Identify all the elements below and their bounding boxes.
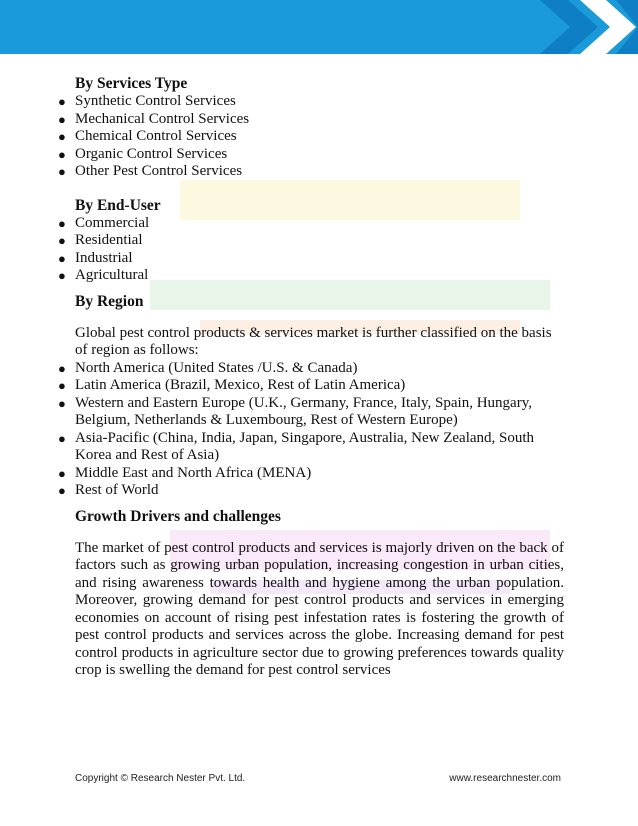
end-user-list	[58, 215, 564, 285]
list-item: ● Organic Control Services	[58, 145, 228, 162]
list-item: ● Rest of World	[58, 482, 159, 498]
header-banner	[0, 0, 638, 54]
document-body	[58, 75, 564, 680]
copyright-text: Copyright © Research Nester Pvt. Ltd.	[75, 773, 246, 784]
list-item: ● Other Pest Control Services	[58, 163, 243, 179]
list-item: ● Middle East and North Africa (MENA)	[58, 464, 312, 481]
services-heading: By Services Type	[75, 75, 188, 92]
bullet-icon: ●	[58, 395, 66, 411]
list-item: ● Industrial	[58, 249, 133, 266]
website-link[interactable]: www.researchnester.com	[449, 773, 561, 784]
region-heading: By Region	[75, 292, 144, 310]
list-item: ● Synthetic Control Services	[58, 93, 236, 109]
bullet-icon: ●	[58, 378, 66, 393]
list-item: ● Latin America (Brazil, Mexico, Rest of Latin America)	[58, 377, 406, 393]
growth-heading: Growth Drivers and challenges	[75, 507, 281, 525]
bullet-icon: ●	[58, 233, 66, 248]
bullet-icon: ●	[58, 465, 66, 481]
services-list	[58, 93, 564, 181]
bullet-icon: ●	[58, 250, 66, 266]
list-item: ● Commercial	[58, 214, 150, 231]
end-user-heading: By End-User	[75, 196, 161, 214]
list-item: ● Mechanical Control Services	[58, 110, 250, 127]
bullet-icon: ●	[58, 164, 66, 179]
list-item: ● Residential	[58, 232, 143, 248]
region-list	[58, 360, 564, 500]
bullet-icon: ●	[58, 360, 66, 376]
bullet-icon: ●	[58, 146, 66, 162]
bullet-icon: ●	[58, 430, 66, 446]
growth-body: The market of pest control products and services is majorly driven on the back of factors such as growing urban population, increasing congestion in urban cities, and rising awareness towards health and hygiene among the urban population. Moreover, growing demand for pest control products and services in emerging economies on account of rising pest infestation rates is fostering the growth of pest control products and services across the globe. Increasing demand for pest control products in agriculture sector due to growing preferences towards quality crop is swelling the demand for pest control services	[75, 539, 564, 678]
region-intro: Global pest control products & services market is further classified on the basis of region as follows:	[75, 324, 552, 358]
bullet-icon: ●	[58, 129, 66, 144]
list-item: ● Asia-Pacific (China, India, Japan, Singapore, Australia, New Zealand, South Korea and Rest of Asia)	[58, 429, 535, 463]
list-item: ● Western and Eastern Europe (U.K., Germany, France, Italy, Spain, Hungary, Belgium, Netherlands & Luxembourg, Rest of Western Europe)	[58, 394, 532, 428]
list-item: ● Chemical Control Services	[58, 128, 237, 144]
bullet-icon: ●	[58, 268, 66, 283]
bullet-icon: ●	[58, 215, 66, 231]
bullet-icon: ●	[58, 94, 66, 109]
bullet-icon: ●	[58, 111, 66, 127]
list-item: ● North America (United States /U.S. & Canada)	[58, 359, 358, 376]
list-item: ● Agricultural	[58, 267, 149, 283]
bullet-icon: ●	[58, 483, 66, 498]
